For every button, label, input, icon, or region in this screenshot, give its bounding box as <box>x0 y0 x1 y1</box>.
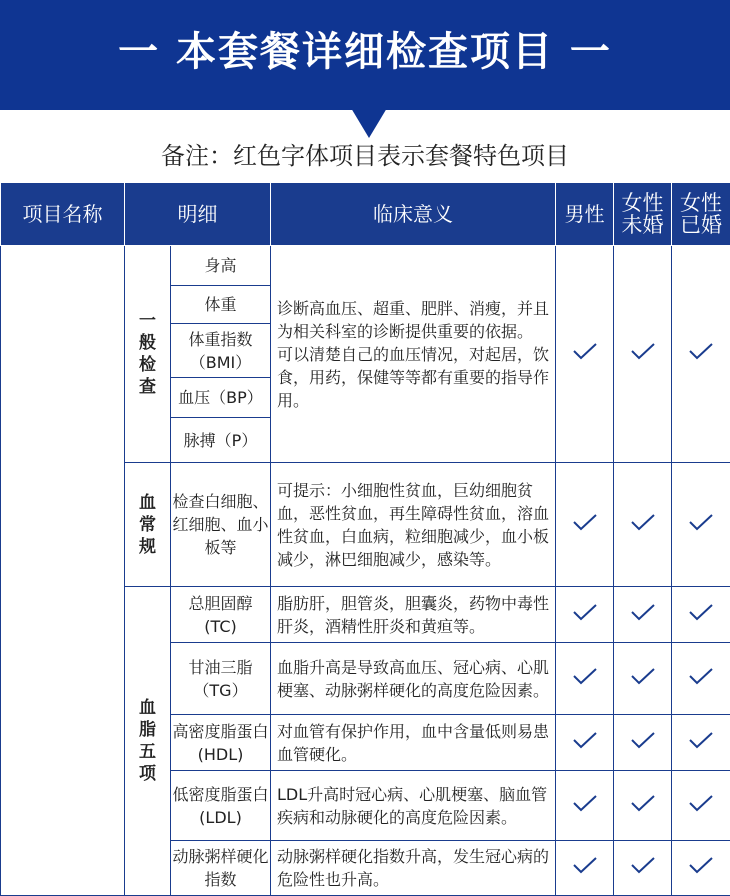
header-banner <box>0 0 730 110</box>
check-mark-icon <box>688 603 714 621</box>
female-single-check <box>614 463 672 587</box>
item-cell: 体重指数 （BMI） <box>171 324 271 378</box>
banner-pointer <box>351 108 387 138</box>
category-general: 一 般 检 查 <box>125 246 171 463</box>
male-check <box>556 643 614 715</box>
meaning-cell: 脂肪肝，胆管炎，胆囊炎，药物中毒性肝炎，酒精性肝炎和黄疸等。 <box>271 587 556 643</box>
check-mark-icon <box>630 667 656 685</box>
male-check <box>556 463 614 587</box>
item-cell: 总胆固醇 (TC) <box>171 587 271 643</box>
check-mark-icon <box>688 856 714 874</box>
meaning-cell: 血脂升高是导致高血压、冠心病、心肌梗塞、动脉粥样硬化的高度危险因素。 <box>271 643 556 715</box>
header-female-single: 女性 未婚 <box>614 183 672 246</box>
check-mark-icon <box>572 342 598 360</box>
female-married-check <box>672 715 730 771</box>
check-mark-icon <box>688 731 714 749</box>
header-male: 男性 <box>556 183 614 246</box>
check-mark-icon <box>572 731 598 749</box>
check-mark-icon <box>688 667 714 685</box>
male-check <box>556 771 614 841</box>
header-detail: 明细 <box>125 183 271 246</box>
check-mark-icon <box>630 342 656 360</box>
check-mark-icon <box>688 342 714 360</box>
check-mark-icon <box>572 794 598 812</box>
exam-table-wrapper <box>0 182 730 896</box>
male-check <box>556 246 614 463</box>
category-blood-routine: 血 常 规 <box>125 463 171 587</box>
female-single-check <box>614 715 672 771</box>
female-single-check <box>614 771 672 841</box>
meaning-cell: LDL升高时冠心病、心肌梗塞、脑血管疾病和动脉硬化的高度危险因素。 <box>271 771 556 841</box>
male-check <box>556 715 614 771</box>
item-cell: 脉搏（P） <box>171 418 271 463</box>
female-single-check <box>614 246 672 463</box>
project-name-cell <box>1 246 125 896</box>
female-married-check <box>672 643 730 715</box>
meaning-cell: 诊断高血压、超重、肥胖、消瘦，并且为相关科室的诊断提供重要的依据。 可以清楚自己的血压情况，对起居，饮食，用药，保健等等都有重要的指导作用。 <box>271 246 556 463</box>
male-check <box>556 841 614 896</box>
check-mark-icon <box>572 513 598 531</box>
female-single-check <box>614 587 672 643</box>
item-cell: 动脉粥样硬化指数 <box>171 841 271 896</box>
exam-table <box>0 182 730 896</box>
check-mark-icon <box>572 603 598 621</box>
header-female-married: 女性 已婚 <box>672 183 730 246</box>
item-cell: 体重 <box>171 286 271 324</box>
check-mark-icon <box>572 667 598 685</box>
item-cell: 高密度脂蛋白(HDL) <box>171 715 271 771</box>
item-cell: 低密度脂蛋白(LDL) <box>171 771 271 841</box>
check-mark-icon <box>630 856 656 874</box>
table-header-row <box>1 183 730 246</box>
header-project-name: 项目名称 <box>1 183 125 246</box>
male-check <box>556 587 614 643</box>
check-mark-icon <box>688 794 714 812</box>
meaning-cell: 对血管有保护作用，血中含量低则易患血管硬化。 <box>271 715 556 771</box>
note-text: 备注：红色字体项目表示套餐特色项目 <box>0 138 730 174</box>
female-married-check <box>672 246 730 463</box>
item-cell: 甘油三脂 （TG） <box>171 643 271 715</box>
female-married-check <box>672 463 730 587</box>
female-married-check <box>672 587 730 643</box>
item-cell: 血压（BP） <box>171 378 271 418</box>
item-cell: 身高 <box>171 246 271 286</box>
check-mark-icon <box>630 513 656 531</box>
check-mark-icon <box>572 856 598 874</box>
category-lipid-five: 血 脂 五 项 <box>125 587 171 896</box>
female-single-check <box>614 841 672 896</box>
check-mark-icon <box>630 603 656 621</box>
female-married-check <box>672 771 730 841</box>
header-meaning: 临床意义 <box>271 183 556 246</box>
table-row <box>1 246 730 286</box>
check-mark-icon <box>688 513 714 531</box>
female-single-check <box>614 643 672 715</box>
item-cell: 检查白细胞、红细胞、血小板等 <box>171 463 271 587</box>
meaning-cell: 动脉粥样硬化指数升高，发生冠心病的危险性也升高。 <box>271 841 556 896</box>
female-married-check <box>672 841 730 896</box>
meaning-cell: 可提示：小细胞性贫血，巨幼细胞贫血，恶性贫血，再生障碍性贫血，溶血性贫血，白血病，粒细胞减少，血小板减少，淋巴细胞减少，感染等。 <box>271 463 556 587</box>
check-mark-icon <box>630 794 656 812</box>
check-mark-icon <box>630 731 656 749</box>
page-title: 一 本套餐详细检查项目 一 <box>0 22 730 82</box>
